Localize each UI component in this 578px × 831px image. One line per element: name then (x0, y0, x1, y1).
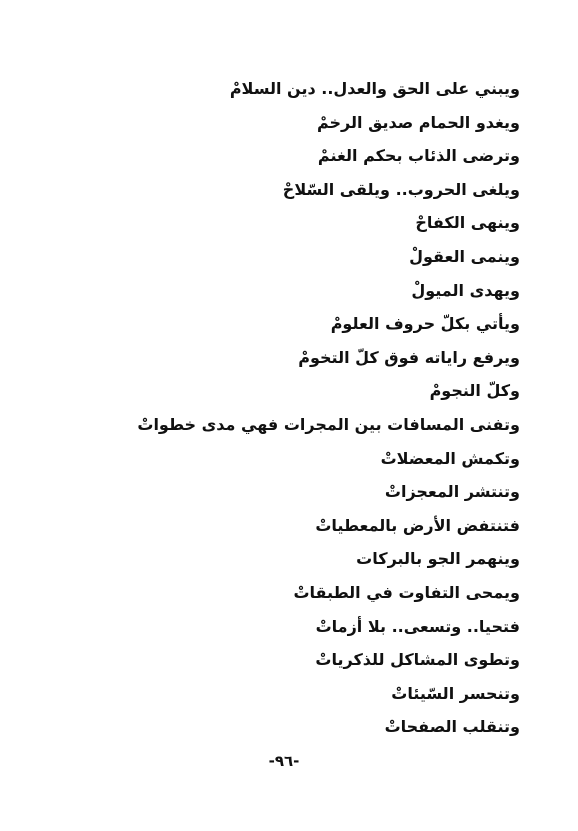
poem-line: ويأتي بكلّ حروف العلومْ (330, 314, 520, 334)
poem-line: ويرفع راياته فوق كلّ التخومْ (298, 347, 520, 367)
page-number: -٩٦- (268, 752, 300, 770)
poem-line: ويلغى الحروب.. ويلقى السّلاحْ (282, 179, 520, 199)
poem-line: وتطوى المشاكل للذكرياتْ (315, 650, 520, 670)
poem-line: وترضى الذئاب بحكم الغنمْ (317, 146, 520, 166)
poem-line: وتنقلب الصفحاتْ (384, 717, 520, 737)
poem-line: ويغدو الحمام صديق الرخمْ (316, 112, 520, 132)
poem-line: وينهمر الجو بالبركات (356, 549, 520, 569)
poem-line: ويهدى الميولْ (411, 280, 520, 300)
poem-line: فتحيا.. وتسعى.. بلا أزماتْ (315, 616, 520, 636)
poem-line: وتنتشر المعجزاتْ (384, 482, 520, 502)
poem-line: وتكمش المعضلاتْ (380, 448, 520, 468)
poem-line: وكلّ النجومْ (429, 381, 520, 401)
poem-line: وينهى الكفاحْ (415, 213, 520, 233)
poem-line: وتفنى المسافات بين المجرات فهي مدى خطواتْ (137, 414, 520, 434)
poem-stanza (120, 72, 520, 744)
poem-line: وتنحسر السّيئاتْ (391, 683, 520, 703)
poem-line: فتنتفض الأرض بالمعطياتْ (315, 515, 520, 535)
poem-line: وينمى العقولْ (409, 246, 520, 266)
poem-line: ويمحى التفاوت في الطبقاتْ (293, 582, 520, 602)
poem-line: ويبني على الحق والعدل.. دين السلامْ (229, 79, 520, 98)
